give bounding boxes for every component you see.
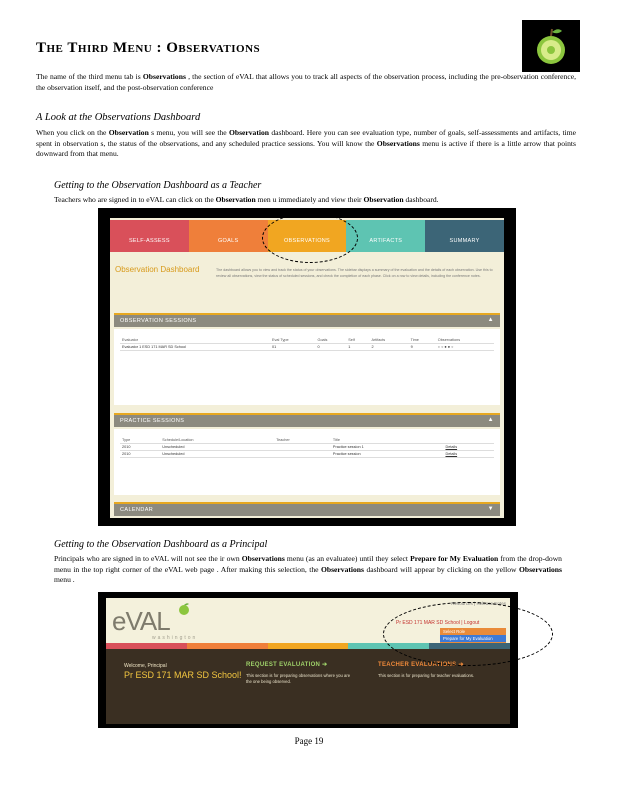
table-header: Teacher [274,437,331,444]
calendar-label: CALENDAR [120,507,154,513]
details-link[interactable]: Details [443,451,494,458]
welcome-label: Welcome, Principal [124,663,167,669]
page-number: Page 19 [294,736,324,746]
table-header: Title [331,437,444,444]
status-dots: ○ ○ ● ● ○ [436,344,494,351]
tab-self-assess[interactable]: SELF-ASSESS [110,220,189,252]
details-link[interactable]: Details [443,444,494,451]
table-header: Schedule/Location [160,437,274,444]
table-cell: 2 [369,344,408,351]
teacher-heading: Getting to the Observation Dashboard as a Teacher [54,180,262,191]
request-evaluation-text: This section is for preparing observations where you are the one being observed. [246,673,351,684]
logo-text: eVAL [112,606,170,636]
welcome-text [124,663,242,680]
eval-apple-logo [522,20,580,72]
table-header: Goals [315,337,346,344]
teacher-evaluations-link[interactable]: TEACHER EVALUATIONS ➔ [378,662,464,668]
page-title: The Third Menu : Observations [36,40,261,56]
request-evaluation-link[interactable]: REQUEST EVALUATION ➔ [246,662,328,668]
table-header: Type [120,437,160,444]
table-row[interactable] [120,451,494,458]
dropdown-item[interactable]: Select Role [440,628,506,635]
table-header: Evaluator [120,337,270,344]
table-header: Eval Type [270,337,315,344]
top-links[interactable]: Resources | Release Notes [451,601,506,606]
tab-artifacts[interactable]: ARTIFACTS [346,220,425,252]
table-cell: Practice session 1 [331,444,444,451]
dashboard-description: The dashboard allows you to view and track the status of your observations. The sidebar displays a summary of the evaluation and the details of each observation. Use this to review all observations, view the status of scheduled sessions, and check the completion of each phase. Click on a row to view details, including the conference notes. [216,268,493,278]
table-cell [274,451,331,458]
intro-paragraph: The name of the third menu tab is Observations , the section of eVAL that allows you to track all aspects of the observation process, including the pre-observation conference, the observation itself, and the post-observation conference [36,72,576,92]
apple-icon [177,602,191,616]
expand-icon[interactable]: ▼ [487,506,494,512]
table-cell: Unscheduled [160,451,274,458]
lookout-heading: A Look at the Observations Dashboard [36,112,201,123]
observation-sessions-body [114,329,500,405]
observation-sessions-bar[interactable] [114,313,500,327]
table-cell: 2010 [120,444,160,451]
practice-sessions-label: PRACTICE SESSIONS [120,418,185,424]
table-cell: Evaluator 1 ESD 171 MAR SD School [120,344,270,351]
table-header: Observations [436,337,494,344]
principal-heading: Getting to the Observation Dashboard as a Principal [54,539,268,550]
principal-paragraph: Principals who are signed in to eVAL will not see the ir own Observations menu (as an evaluatee) until they select Prepare for My Evaluation from the drop-down menu in the top right corner of the eVAL web page . After making this selection, the Observations dashboard will appear by clicking on the yellow Observations menu . [54,554,562,585]
table-header: Self [346,337,369,344]
table-cell: 1 [346,344,369,351]
table-row[interactable] [120,344,494,351]
highlight-ellipse [383,602,553,666]
table-cell: Unscheduled [160,444,274,451]
practice-sessions-body [114,429,500,495]
collapse-icon[interactable]: ▲ [487,317,494,323]
practice-table [120,437,494,458]
logo-subtitle: washington [152,635,198,641]
tab-observations[interactable]: OBSERVATIONS [268,220,347,252]
observation-sessions-label: OBSERVATION SESSIONS [120,318,197,324]
practice-sessions-bar[interactable] [114,413,500,427]
teacher-paragraph: Teachers who are signed in to eVAL can click on the Observation men u immediately and view their Observation dashboard. [54,195,439,204]
table-cell: 2010 [120,451,160,458]
calendar-bar[interactable] [114,502,500,516]
observations-table [120,337,494,351]
table-cell: 9 [409,344,436,351]
table-cell: 0 [315,344,346,351]
tab-summary[interactable]: SUMMARY [425,220,504,252]
dashboard-title: Observation Dashboard [115,265,200,274]
welcome-school: Pr ESD 171 MAR SD School! [124,670,242,680]
collapse-icon[interactable]: ▲ [487,417,494,423]
teacher-evaluations-text: This section is for preparing for teacher evaluations. [378,673,475,678]
highlight-ellipse [262,213,358,263]
dropdown-item-prepare[interactable]: Prepare for My Evaluation [440,635,506,642]
table-cell [274,444,331,451]
school-selector[interactable]: Pr ESD 171 MAR SD School | Logout [396,620,480,626]
table-cell: Practice session [331,451,444,458]
table-header: Artifacts [369,337,408,344]
tab-goals[interactable]: GOALS [189,220,268,252]
table-header: Time [409,337,436,344]
table-cell: 01 [270,344,315,351]
lookout-paragraph: When you click on the Observation s menu, you will see the Observation dashboard. Here you can see evaluation type, number of goals, self-assessments and artifacts, time spent in observation s, the status of the observations, and any scheduled practice sessions. You will know the Observations menu is active if there is a little arrow that points downward from that menu. [36,128,576,159]
table-row[interactable] [120,444,494,451]
